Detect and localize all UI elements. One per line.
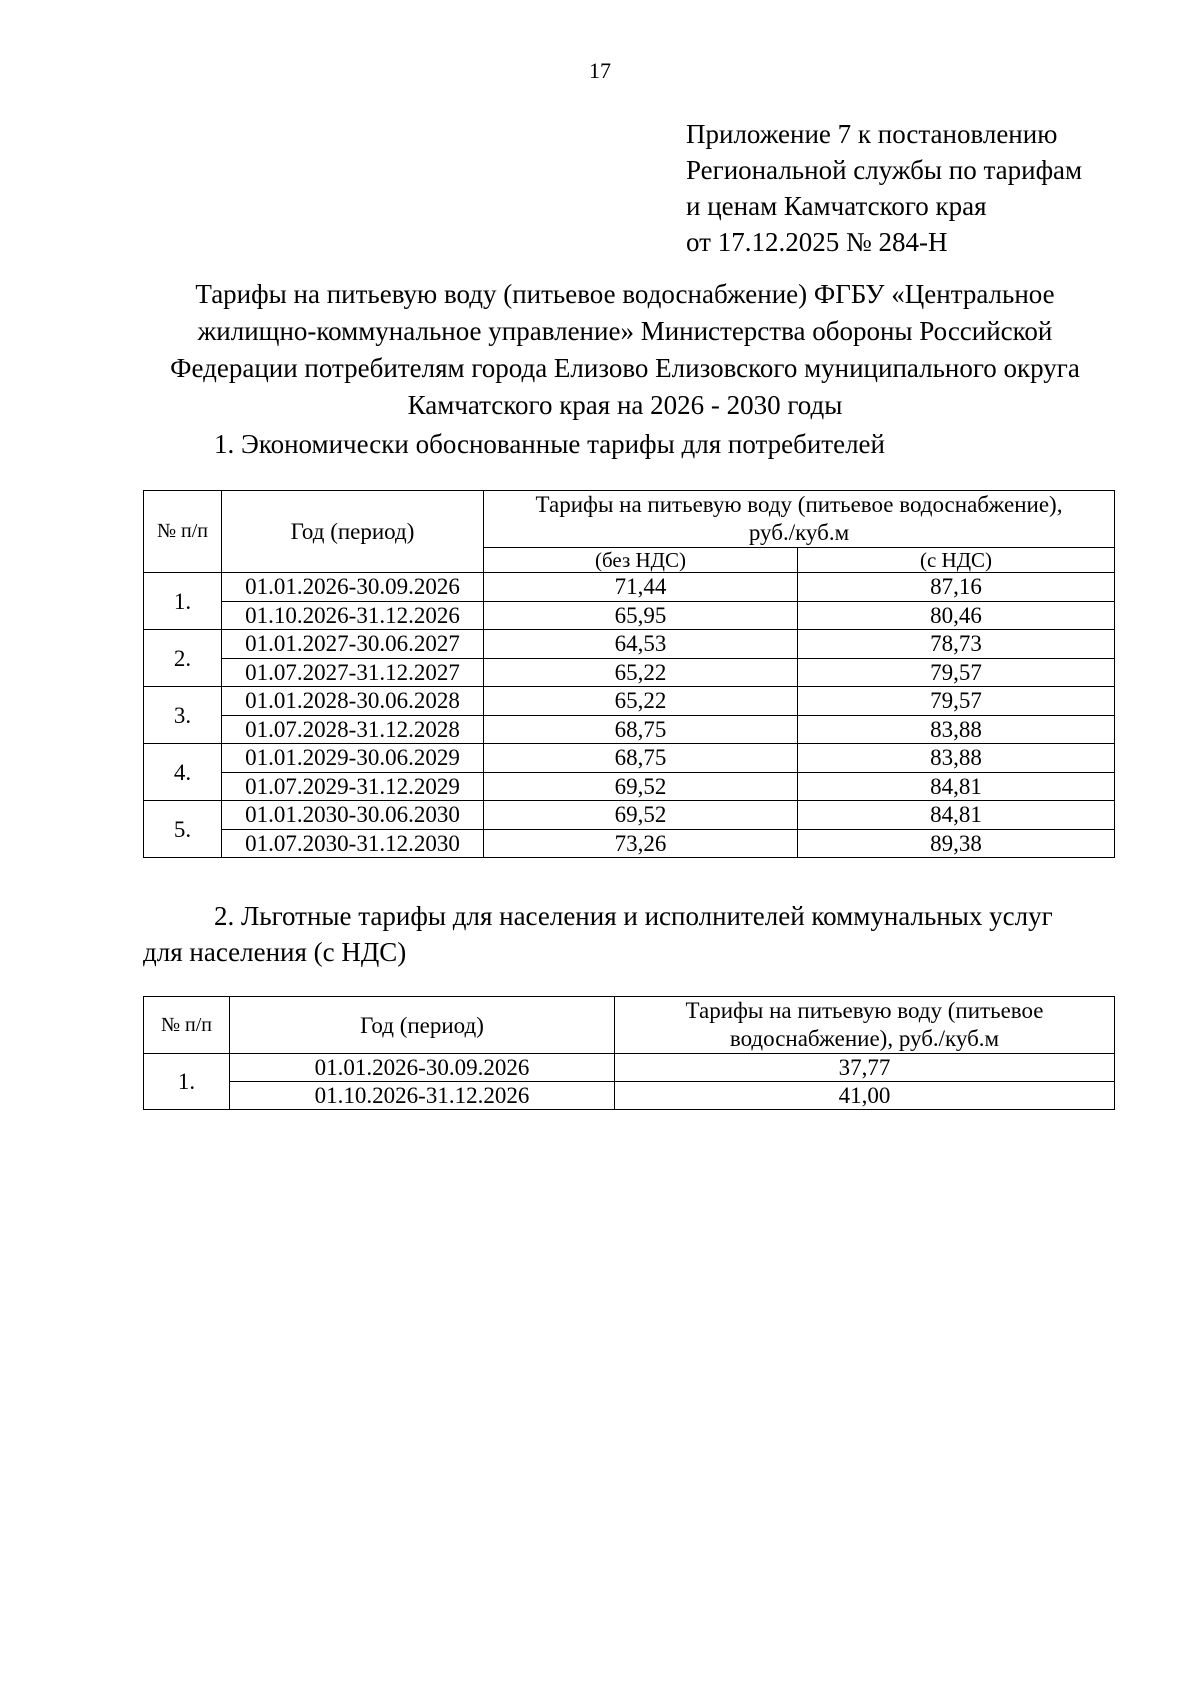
table-header-row [144,997,1115,1054]
table-row [144,715,1115,744]
table-row [144,1082,1115,1110]
appendix-line: от 17.12.2025 № 284-Н [686,227,948,257]
tariff-cell: 37,77 [615,1054,1115,1082]
table-row [144,829,1115,858]
period-cell: 01.07.2028-31.12.2028 [222,715,484,744]
table-row [144,1054,1115,1082]
tariff-with-vat-cell: 84,81 [798,772,1115,801]
tariff-header-line: Тарифы на питьевую воду (питьевое [685,998,1044,1023]
period-cell: 01.01.2026-30.09.2026 [230,1054,615,1082]
col-tariff-header [484,491,1115,548]
row-number-cell: 3. [144,687,222,744]
period-cell: 01.07.2029-31.12.2029 [222,772,484,801]
appendix-line: Региональной службы по тарифам [686,155,1083,185]
tariff-header-line: водоснабжение), руб./куб.м [729,1026,1000,1051]
period-cell: 01.01.2030-30.06.2030 [222,801,484,830]
economic-tariffs-table [143,490,1115,858]
table-row [144,744,1115,773]
row-number-cell: 1. [144,1054,230,1110]
tariff-with-vat-cell: 84,81 [798,801,1115,830]
tariff-no-vat-cell: 71,44 [484,573,798,602]
period-cell: 01.01.2029-30.06.2029 [222,744,484,773]
col-tariff-header [615,997,1115,1054]
row-number-cell: 4. [144,744,222,801]
period-cell: 01.10.2026-31.12.2026 [230,1082,615,1110]
title-line: Федерации потребителям города Елизово Елизовского муниципального округа [170,353,1080,383]
col-num-header: № п/п [144,997,230,1054]
title-line: Тарифы на питьевую воду (питьевое водоснабжение) ФГБУ «Центральное [195,279,1055,309]
tariff-no-vat-cell: 68,75 [484,715,798,744]
tariff-with-vat-cell: 78,73 [798,630,1115,659]
col-period-header: Год (период) [230,997,615,1054]
table-header-row [144,491,1115,548]
period-cell: 01.10.2026-31.12.2026 [222,601,484,630]
tariff-no-vat-cell: 65,22 [484,658,798,687]
tariff-no-vat-cell: 68,75 [484,744,798,773]
tariff-header-line: Тарифы на питьевую воду (питьевое водоснабжение), [535,492,1063,517]
tariff-with-vat-cell: 80,46 [798,601,1115,630]
tariff-with-vat-cell: 83,88 [798,744,1115,773]
period-cell: 01.01.2027-30.06.2027 [222,630,484,659]
section2-heading [143,898,1113,970]
section1-heading: 1. Экономически обоснованные тарифы для потребителей [214,429,885,459]
period-cell: 01.07.2027-31.12.2027 [222,658,484,687]
table-row [144,573,1115,602]
period-cell: 01.07.2030-31.12.2030 [222,829,484,858]
row-number-cell: 5. [144,801,222,858]
row-number-cell: 1. [144,573,222,630]
tariff-with-vat-cell: 87,16 [798,573,1115,602]
table-row [144,658,1115,687]
section2-heading-line: 2. Льготные тарифы для населения и исполнителей коммунальных услуг [214,901,1053,931]
page-number: 17 [589,58,611,83]
title-line: Камчатского края на 2026 - 2030 годы [407,390,843,420]
appendix-line: и ценам Камчатского края [686,191,987,221]
appendix-block [686,116,1082,260]
table-row [144,801,1115,830]
tariff-with-vat-cell: 83,88 [798,715,1115,744]
col-with-vat-header: (с НДС) [798,548,1115,573]
tariff-no-vat-cell: 73,26 [484,829,798,858]
tariff-no-vat-cell: 65,22 [484,687,798,716]
tariff-no-vat-cell: 64,53 [484,630,798,659]
tariff-no-vat-cell: 69,52 [484,801,798,830]
preferential-tariffs-table [143,996,1115,1110]
table-row [144,601,1115,630]
section2-heading-line: для населения (с НДС) [143,937,407,967]
tariff-with-vat-cell: 79,57 [798,658,1115,687]
tariff-with-vat-cell: 79,57 [798,687,1115,716]
tariff-cell: 41,00 [615,1082,1115,1110]
row-number-cell: 2. [144,630,222,687]
period-cell: 01.01.2026-30.09.2026 [222,573,484,602]
tariff-no-vat-cell: 69,52 [484,772,798,801]
table-row [144,687,1115,716]
col-no-vat-header: (без НДС) [484,548,798,573]
tariff-header-line: руб./куб.м [748,520,850,545]
period-cell: 01.01.2028-30.06.2028 [222,687,484,716]
tariff-with-vat-cell: 89,38 [798,829,1115,858]
tariff-no-vat-cell: 65,95 [484,601,798,630]
table-row [144,772,1115,801]
table-row [144,630,1115,659]
document-title [140,276,1110,424]
col-num-header: № п/п [144,491,222,573]
title-line: жилищно-коммунальное управление» Министерства обороны Российской [197,316,1053,346]
col-period-header: Год (период) [222,491,484,573]
appendix-line: Приложение 7 к постановлению [686,119,1058,149]
